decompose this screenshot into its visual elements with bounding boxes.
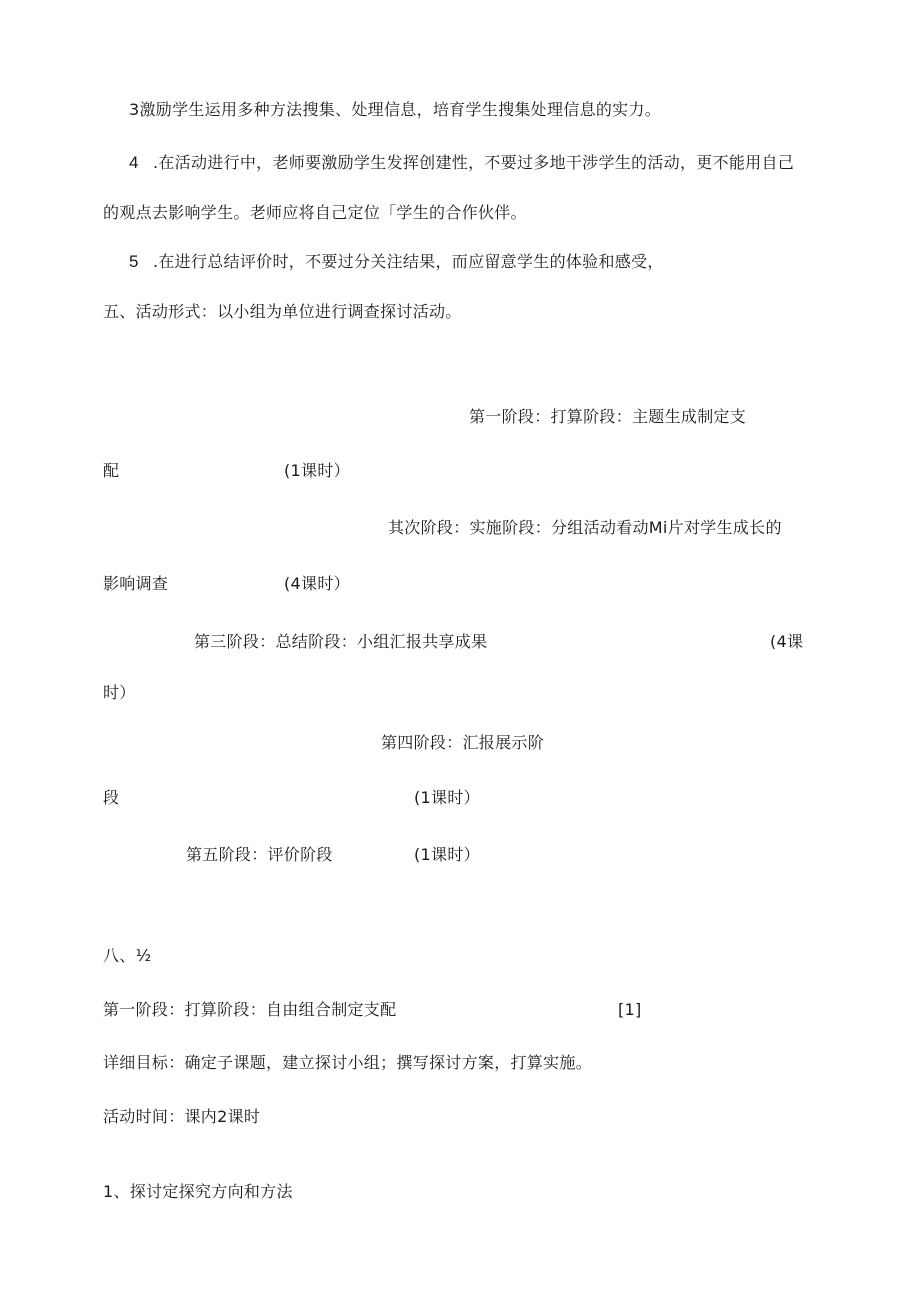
phase-1-title: 第一阶段：打算阶段：主题生成制定支 (469, 407, 747, 426)
phase-3-hours-tail: 时） (103, 683, 136, 702)
phase-4-title: 第四阶段：汇报展示阶 (381, 733, 545, 752)
phase-1-hours: (1课时） (284, 461, 350, 480)
phase-2-hours: (4课时） (284, 574, 350, 593)
phase-3-hours: (4课 (770, 632, 804, 651)
list-number-5: 5 (129, 252, 139, 271)
list-item-1: 1、探讨定探究方向和方法 (103, 1182, 293, 1201)
phase-4-hours: (1课时） (414, 788, 480, 807)
paragraph-4-line2: 的观点去影响学生。老师应将自己定位「学生的合作伙伴。 (103, 203, 527, 222)
paragraph-3: 3激励学生运用多种方法搜集、处理信息，培育学生搜集处理信息的实力。 (129, 100, 662, 119)
activity-time: 活动时间：课内2课时 (103, 1107, 261, 1126)
list-number-4: 4 (129, 153, 139, 172)
section-8-phase-1: 第一阶段：打算阶段：自由组合制定支配 (103, 1000, 397, 1019)
phase-3-title: 第三阶段：总结阶段：小组汇报共享成果 (194, 632, 488, 651)
phase-2-title: 其次阶段：实施阶段：分组活动看动Mi片对学生成长的 (388, 518, 782, 537)
phase-5-hours: (1课时） (414, 845, 480, 864)
paragraph-5: .在进行总结评价时，不要过分关注结果，而应留意学生的体验和感受， (153, 252, 664, 271)
paragraph-4-line1: .在活动进行中，老师要激励学生发挥创建性，不要过多地干涉学生的活动，更不能用自己 (153, 153, 795, 172)
footnote-reference: [1] (618, 1000, 642, 1019)
phase-5-title: 第五阶段：评价阶段 (186, 845, 333, 864)
detailed-goal: 详细目标：确定子课题，建立探讨小组；撰写探讨方案，打算实施。 (103, 1053, 593, 1072)
phase-1-title-tail: 配 (103, 461, 120, 480)
section-8-heading: 八、½ (103, 946, 152, 965)
phase-4-title-tail: 段 (103, 788, 120, 807)
phase-2-title-tail: 影响调查 (103, 574, 169, 593)
section-5-heading: 五、活动形式：以小组为单位进行调查探讨活动。 (103, 302, 462, 321)
